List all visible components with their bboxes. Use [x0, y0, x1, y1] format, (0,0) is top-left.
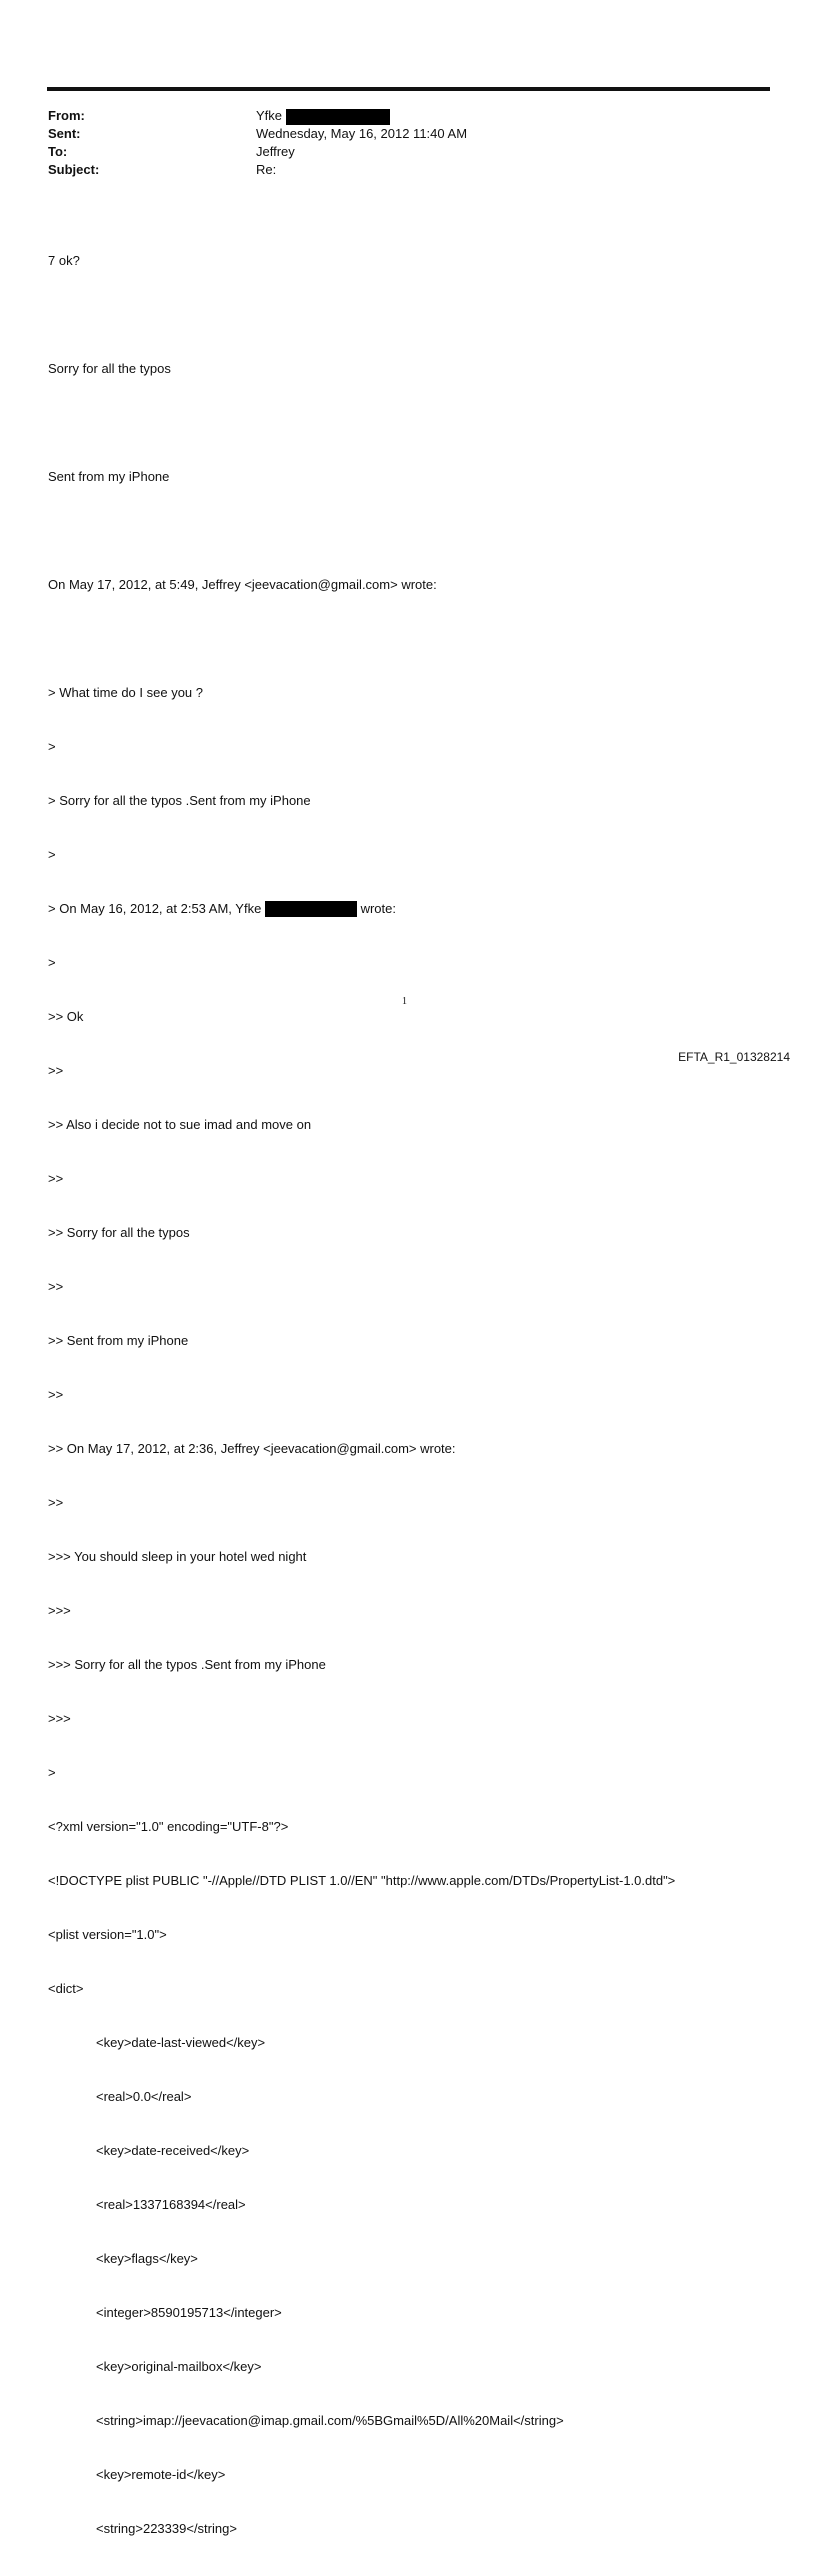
plist-line: <key>flags</key>: [96, 2251, 198, 2266]
to-row: [48, 143, 467, 161]
body-line: On May 17, 2012, at 5:49, Jeffrey <jeevacation@gmail.com> wrote:: [48, 577, 437, 592]
quote-line: >>> Sorry for all the typos .Sent from my iPhone: [48, 1657, 326, 1672]
quote-line: >>: [48, 1171, 64, 1186]
quote-line: >>> You should sleep in your hotel wed night: [48, 1549, 307, 1564]
plist-line: <key>date-received</key>: [96, 2143, 250, 2158]
body-line: Sent from my iPhone: [48, 469, 170, 484]
quote-line: >> Ok: [48, 1009, 84, 1024]
plist-line: <real>0.0</real>: [96, 2089, 192, 2104]
subject-label: Subject:: [48, 162, 100, 177]
quote-line: >> Also i decide not to sue imad and move on: [48, 1117, 312, 1132]
quote-line: >: [48, 847, 56, 862]
plist-line: <string>223339</string>: [96, 2521, 237, 2536]
page-number: 1: [402, 996, 407, 1007]
quote-line: >>: [48, 1387, 64, 1402]
body-line: Sorry for all the typos: [48, 361, 171, 376]
to-value: Jeffrey: [256, 144, 295, 159]
to-label: To:: [48, 144, 68, 159]
quote-line: >: [48, 1765, 56, 1780]
plist-line: <?xml version="1.0" encoding="UTF-8"?>: [48, 1819, 289, 1834]
plist-line: <key>original-mailbox</key>: [96, 2359, 262, 2374]
sent-label: Sent:: [48, 126, 81, 141]
quote-line: >: [48, 739, 56, 754]
email-body: [48, 216, 675, 2556]
email-header: [48, 107, 467, 179]
quote-line: >> Sent from my iPhone: [48, 1333, 189, 1348]
quote-line: >>: [48, 1063, 64, 1078]
quote-line: >>>: [48, 1711, 71, 1726]
quote-line: > On May 16, 2012, at 2:53 AM, Yfke wrote:: [48, 901, 396, 916]
quote-line: > What time do I see you ?: [48, 685, 203, 700]
quote-line: >> Sorry for all the typos: [48, 1225, 190, 1240]
quote-line: > Sorry for all the typos .Sent from my iPhone: [48, 793, 311, 808]
header-rule: [47, 87, 770, 91]
bates-number: EFTA_R1_01328214: [678, 1050, 790, 1064]
plist-line: <key>date-last-viewed</key>: [96, 2035, 266, 2050]
plist-line: <integer>8590195713</integer>: [96, 2305, 282, 2320]
from-label: From:: [48, 108, 85, 123]
plist-line: <real>1337168394</real>: [96, 2197, 246, 2212]
plist-line: <key>remote-id</key>: [96, 2467, 226, 2482]
sent-row: [48, 125, 467, 143]
sent-value: Wednesday, May 16, 2012 11:40 AM: [256, 126, 468, 141]
redaction-box: [265, 901, 357, 917]
plist-line: <!DOCTYPE plist PUBLIC "-//Apple//DTD PLIST 1.0//EN" "http://www.apple.com/DTDs/PropertyList-1.0.dtd">: [48, 1873, 676, 1888]
subject-row: [48, 161, 467, 179]
quote-line: >>: [48, 1279, 64, 1294]
from-row: [48, 107, 467, 125]
plist-line: <dict>: [48, 1981, 84, 1996]
subject-value: Re:: [256, 162, 277, 177]
redaction-box: [286, 109, 390, 125]
body-line: 7 ok?: [48, 253, 80, 268]
plist-line: <plist version="1.0">: [48, 1927, 167, 1942]
from-value: Yfke: [256, 107, 390, 125]
plist-line: <string>imap://jeevacation@imap.gmail.com/%5BGmail%5D/All%20Mail</string>: [96, 2413, 564, 2428]
quote-line: >>>: [48, 1603, 71, 1618]
quote-line: >>: [48, 1495, 64, 1510]
quote-line: >: [48, 955, 56, 970]
quote-line: >> On May 17, 2012, at 2:36, Jeffrey <jeevacation@gmail.com> wrote:: [48, 1441, 456, 1456]
